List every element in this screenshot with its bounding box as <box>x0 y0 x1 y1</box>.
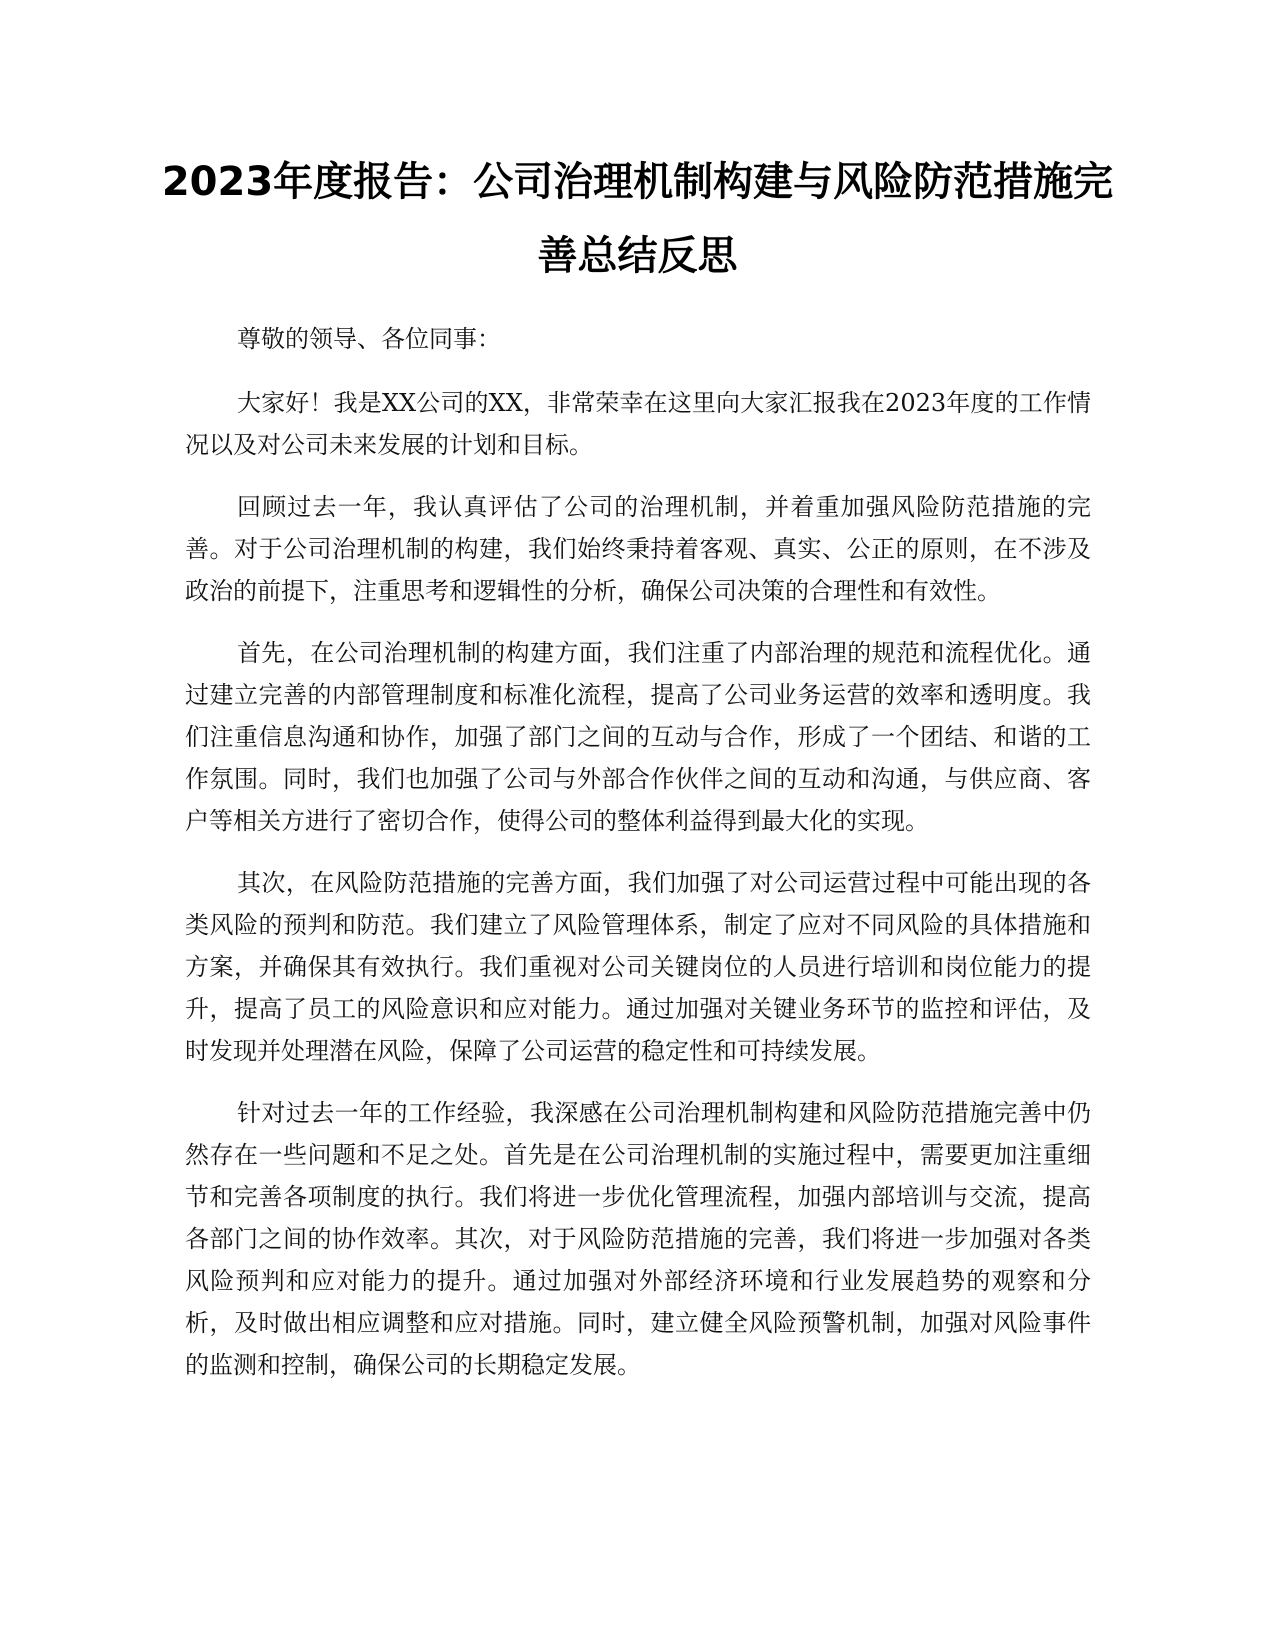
review-paragraph: 回顾过去一年，我认真评估了公司的治理机制，并着重加强风险防范措施的完善。对于公司治理机制的构建，我们始终秉持着客观、真实、公正的原则，在不涉及政治的前提下，注重思考和逻辑性的分析，确保公司决策的合理性和有效性。 <box>185 493 1091 605</box>
reflection-paragraph: 针对过去一年的工作经验，我深感在公司治理机制构建和风险防范措施完善中仍然存在一些问题和不足之处。首先是在公司治理机制的实施过程中，需要更加注重细节和完善各项制度的执行。我们将进一步优化管理流程，加强内部培训与交流，提高各部门之间的协作效率。其次，对于风险防范措施的完善，我们将进一步加强对各类风险预判和应对能力的提升。通过加强对外部经济环境和行业发展趋势的观察和分析，及时做出相应调整和应对措施。同时，建立健全风险预警机制，加强对风险事件的监测和控制，确保公司的长期稳定发展。 <box>185 1099 1091 1379</box>
greeting-paragraph: 大家好！我是XX公司的XX，非常荣幸在这里向大家汇报我在2023年度的工作情况以及对公司未来发展的计划和目标。 <box>185 389 1091 459</box>
salutation-paragraph: 尊敬的领导、各位同事： <box>237 325 501 353</box>
document-body <box>185 318 1091 1406</box>
document-title: 2023年度报告：公司治理机制构建与风险防范措施完善总结反思 <box>161 159 1114 279</box>
governance-paragraph: 首先，在公司治理机制的构建方面，我们注重了内部治理的规范和流程优化。通过建立完善的内部管理制度和标准化流程，提高了公司业务运营的效率和透明度。我们注重信息沟通和协作，加强了部门之间的互动与合作，形成了一个团结、和谐的工作氛围。同时，我们也加强了公司与外部合作伙伴之间的互动和沟通，与供应商、客户等相关方进行了密切合作，使得公司的整体利益得到最大化的实现。 <box>185 639 1091 835</box>
risk-paragraph: 其次，在风险防范措施的完善方面，我们加强了对公司运营过程中可能出现的各类风险的预判和防范。我们建立了风险管理体系，制定了应对不同风险的具体措施和方案，并确保其有效执行。我们重视对公司关键岗位的人员进行培训和岗位能力的提升，提高了员工的风险意识和应对能力。通过加强对关键业务环节的监控和评估，及时发现并处理潜在风险，保障了公司运营的稳定性和可持续发展。 <box>185 869 1091 1065</box>
